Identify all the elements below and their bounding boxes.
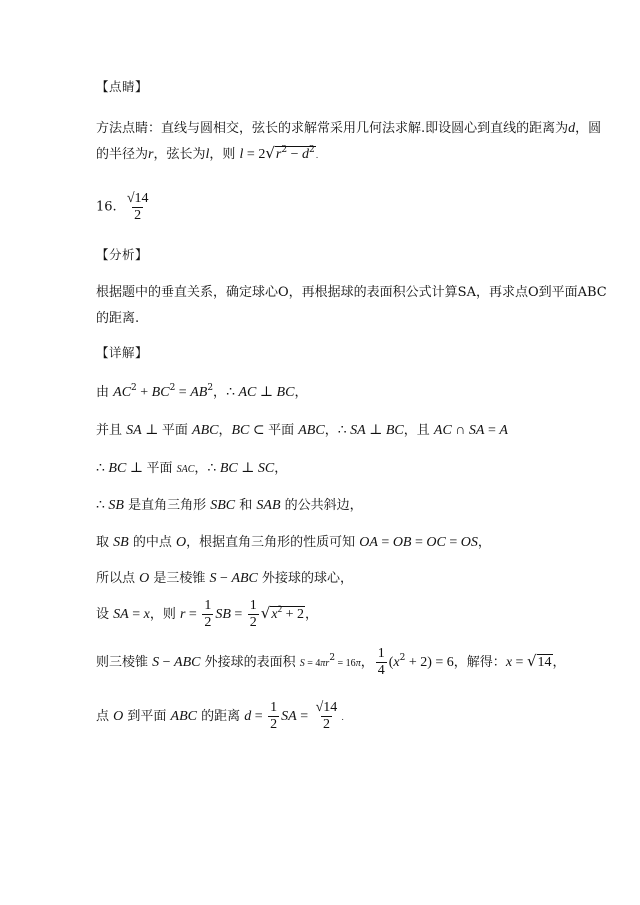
answer-numerator: √14 [126, 191, 149, 206]
section-heading-fenxi: 【分析】 [96, 247, 149, 262]
math-var-d: d [568, 121, 576, 136]
method-text: ，弦长为 [153, 147, 206, 162]
solution-step: 由 $AC^2 + BC^2 = AB^2$，∴ AC ⊥ BC， [96, 383, 308, 400]
answer-fraction [125, 192, 151, 223]
method-text: 的半径为 [96, 147, 149, 162]
analysis-line-1: 根据题中的垂直关系，确定球心O，再根据球的表面积公式计算SA，再求点O到平面ABC [96, 285, 607, 300]
solution-step: 并且 SA ⊥ 平面 ABC，BC ⊂ 平面 ABC，∴ SA ⊥ BC，且 AC ∩ SA = A [96, 423, 508, 438]
answer-line [96, 192, 153, 223]
math-var-l: l [205, 147, 210, 162]
solution-step: ∴ BC ⊥ 平面 SAC，∴ BC ⊥ SC， [96, 461, 288, 476]
math-var-r: r [148, 147, 154, 162]
solution-step: 所以点 O 是三棱锥 S − ABC 外接球的球心， [96, 571, 354, 586]
solution-step: ∴ SB 是直角三角形 SBC 和 SAB 的公共斜边， [96, 498, 363, 513]
solution-step: 点 O 到平面 ABC 的距离 d = $\frac{1}{2}$ SA = $\frac{√14}{2}$ . [96, 700, 344, 732]
method-text: ，圆 [575, 121, 602, 136]
method-text: 方法点睛：直线与圆相交，弦长的求解常采用几何法求解.即设圆心到直线的距离为 [96, 121, 569, 136]
answer-denominator: 2 [134, 208, 142, 223]
formula-chord-length: l = 2 √ $r^2 - d^2$ . [239, 144, 319, 162]
solution-step: 设 SA = x，则 r = $\frac{1}{2}$ SB = $\frac{1}{2}$ √ $x^2 + 2$ ， [96, 598, 318, 630]
question-number: 16. [96, 199, 117, 215]
solution-step: 取 SB 的中点 O，根据直角三角形的性质可知 OA = OB = OC = OS， [96, 535, 491, 550]
method-line-1 [96, 120, 601, 138]
analysis-line-2: 的距离. [96, 311, 140, 326]
method-text: ，则 [209, 147, 236, 162]
section-heading-dianjing: 【点睛】 [96, 79, 149, 94]
method-line-2 [96, 146, 318, 165]
section-heading-xiangjie: 【详解】 [96, 345, 149, 360]
solution-step: 则三棱锥 S − ABC 外接球的表面积 $S = 4\pi r^2 = 16\pi$， $\frac{1}{4}$ $(x^2 + 2) = 6$，解得：x = √ 14 ， [96, 646, 566, 678]
